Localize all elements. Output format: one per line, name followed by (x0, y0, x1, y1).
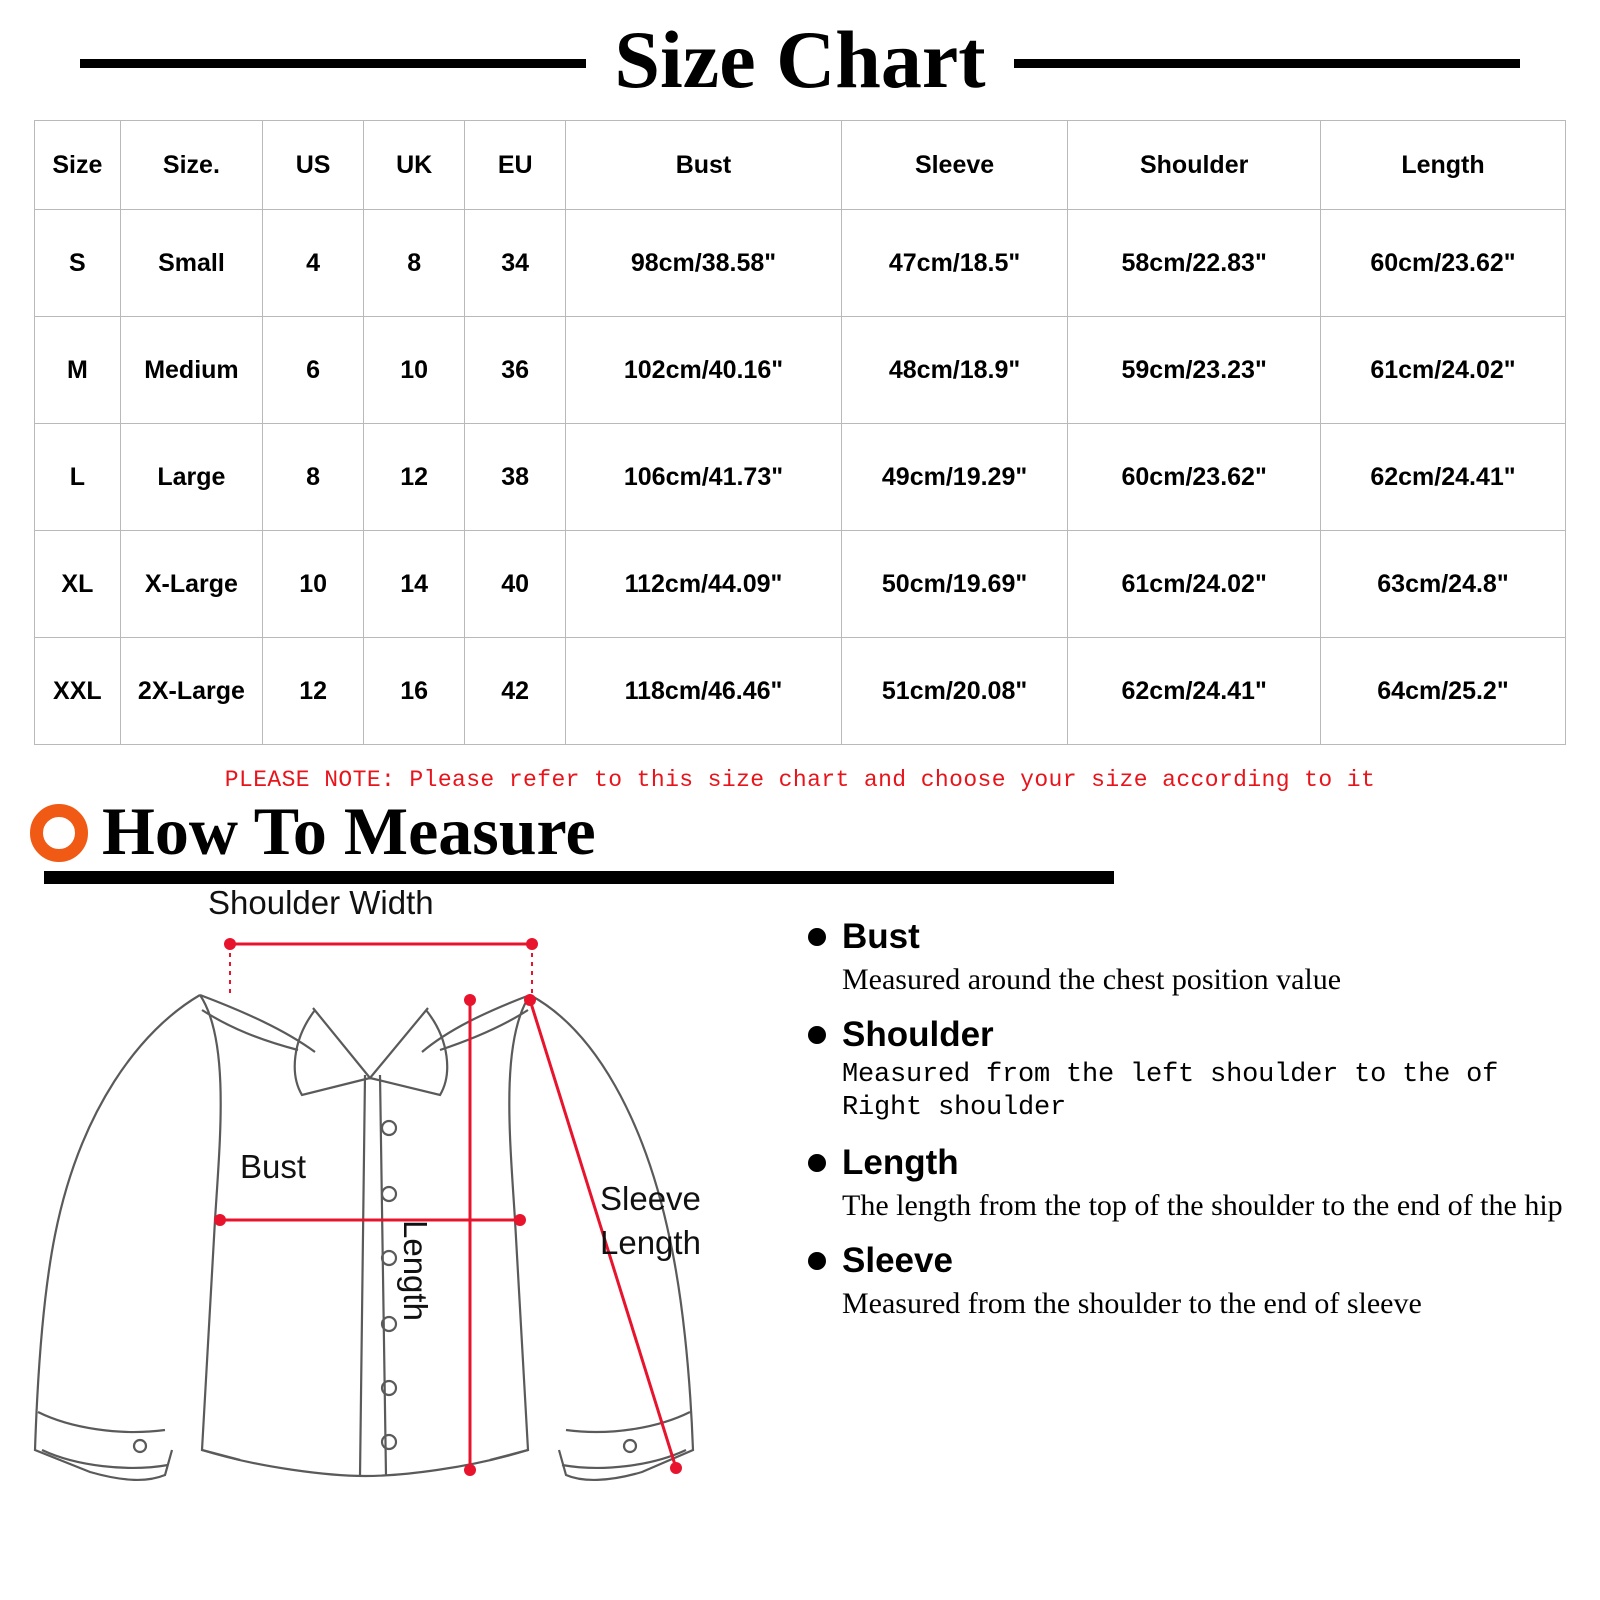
cell-uk: 14 (364, 531, 465, 638)
cell-size-name: Large (120, 424, 262, 531)
col-header-length: Length (1320, 121, 1565, 210)
definition-body: Measured from the shoulder to the end of sleeve (842, 1286, 1422, 1320)
cell-us: 10 (263, 531, 364, 638)
how-to-measure-title: How To Measure (102, 793, 596, 869)
cell-length: 63cm/24.8" (1320, 531, 1565, 638)
cell-uk: 8 (364, 210, 465, 317)
shirt-diagram (30, 884, 790, 1550)
page-title-row (0, 0, 1600, 110)
table-row (35, 531, 1566, 638)
how-to-measure-header (0, 793, 1600, 884)
please-note-text: PLEASE NOTE: Please refer to this size chart and choose your size according to it (224, 767, 1376, 793)
definition-body: Measured around the chest position value (842, 962, 1342, 996)
cell-uk: 10 (364, 317, 465, 424)
cell-shoulder: 61cm/24.02" (1068, 531, 1321, 638)
cell-sleeve: 51cm/20.08" (841, 638, 1068, 745)
cell-eu: 38 (465, 424, 566, 531)
col-header-sleeve: Sleeve (841, 121, 1068, 210)
definition-body: The length from the top of the shoulder to the end of the hip (842, 1188, 1563, 1222)
cell-uk: 16 (364, 638, 465, 745)
cell-length: 62cm/24.41" (1320, 424, 1565, 531)
cell-bust: 102cm/40.16" (566, 317, 842, 424)
sleeve-length-label-line2: Length (600, 1224, 701, 1261)
sleeve-length-label-line1: Sleeve (600, 1180, 701, 1217)
definition-body: Measured from the left shoulder to the of Right shoulder (842, 1059, 1499, 1124)
cell-us: 4 (263, 210, 364, 317)
cell-size-name: 2X-Large (120, 638, 262, 745)
cell-length: 64cm/25.2" (1320, 638, 1565, 745)
page-title: Size Chart (614, 14, 986, 105)
definition-title: Length (842, 1143, 959, 1182)
cell-shoulder: 59cm/23.23" (1068, 317, 1321, 424)
cell-size: M (35, 317, 121, 424)
cell-bust: 112cm/44.09" (566, 531, 842, 638)
table-row (35, 424, 1566, 531)
cell-uk: 12 (364, 424, 465, 531)
measure-section (0, 884, 1600, 1550)
col-header-uk: UK (364, 121, 465, 210)
cell-size: S (35, 210, 121, 317)
cell-size-name: Medium (120, 317, 262, 424)
length-label: Length (397, 1220, 434, 1321)
cell-eu: 42 (465, 638, 566, 745)
title-rule-right (1014, 59, 1520, 68)
cell-size-name: X-Large (120, 531, 262, 638)
cell-sleeve: 50cm/19.69" (841, 531, 1068, 638)
cell-shoulder: 58cm/22.83" (1068, 210, 1321, 317)
cell-size: XXL (35, 638, 121, 745)
definition-length (808, 1144, 1570, 1224)
cell-shoulder: 62cm/24.41" (1068, 638, 1321, 745)
col-header-size: Size (35, 121, 121, 210)
cell-bust: 106cm/41.73" (566, 424, 842, 531)
table-header-row (35, 121, 1566, 210)
definition-bust (808, 918, 1570, 998)
size-chart-table-wrap (0, 110, 1600, 745)
cell-us: 12 (263, 638, 364, 745)
table-row (35, 317, 1566, 424)
cell-us: 8 (263, 424, 364, 531)
cell-sleeve: 49cm/19.29" (841, 424, 1068, 531)
bullet-icon (808, 928, 826, 946)
title-rule-left (80, 59, 586, 68)
size-chart-table (34, 120, 1566, 745)
bullet-icon (808, 1026, 826, 1044)
definition-title: Bust (842, 917, 920, 956)
col-header-shoulder: Shoulder (1068, 121, 1321, 210)
cell-sleeve: 48cm/18.9" (841, 317, 1068, 424)
bullet-icon (808, 1154, 826, 1172)
cell-sleeve: 47cm/18.5" (841, 210, 1068, 317)
bust-label: Bust (240, 1148, 307, 1185)
cell-bust: 98cm/38.58" (566, 210, 842, 317)
shoulder-width-label: Shoulder Width (208, 884, 434, 921)
cell-size: XL (35, 531, 121, 638)
table-row (35, 210, 1566, 317)
definition-shoulder (808, 1016, 1570, 1126)
how-to-measure-rule (44, 871, 1114, 884)
definition-sleeve (808, 1242, 1570, 1322)
cell-eu: 40 (465, 531, 566, 638)
cell-eu: 34 (465, 210, 566, 317)
cell-length: 60cm/23.62" (1320, 210, 1565, 317)
cell-eu: 36 (465, 317, 566, 424)
ring-icon (30, 804, 88, 862)
cell-bust: 118cm/46.46" (566, 638, 842, 745)
cell-length: 61cm/24.02" (1320, 317, 1565, 424)
col-header-bust: Bust (566, 121, 842, 210)
definition-title: Shoulder (842, 1015, 994, 1054)
cell-size: L (35, 424, 121, 531)
definition-title: Sleeve (842, 1241, 953, 1280)
bullet-icon (808, 1252, 826, 1270)
cell-shoulder: 60cm/23.62" (1068, 424, 1321, 531)
col-header-size-name: Size. (120, 121, 262, 210)
table-row (35, 638, 1566, 745)
col-header-us: US (263, 121, 364, 210)
measure-definitions (790, 890, 1570, 1550)
col-header-eu: EU (465, 121, 566, 210)
cell-us: 6 (263, 317, 364, 424)
cell-size-name: Small (120, 210, 262, 317)
